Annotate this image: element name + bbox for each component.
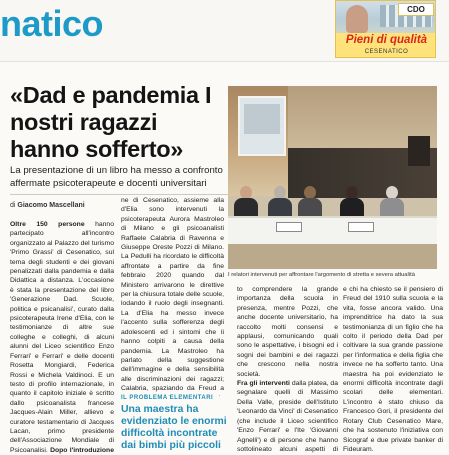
ad-logo: CDO [398,3,434,16]
body-text: to comprendere la grande importanza della scuola in presenza, mentre Pozzi, che anche docente universitario, ha raccolto molti consensi e applausi, comunicando quali sono le aspettative, i bisogni ed i sogni dei bambini e dei ragazzi che crescono nella nostra società. [237,286,338,378]
photo-name-card [348,222,374,232]
body-column-4 [343,285,443,455]
photo-table [228,216,437,244]
body-text: hanno partecipato all'incontro organizzato al Palazzo del turismo 'Primo Grassi' di Cesenatico, sul tema degli studenti e dei giovani penalizzati dalla pandemia e dalla Didattica a distanza. L'occasione è stata la presentazione del libro 'Generazione Dad. Scuole, politica e psicanalisi', curato dalla psicoterapeuta Irene d'Elia, con le testimonianze di altre sue colleghe e colleghi, di alcuni alunni del Liceo scientifico Enzo Ferrari' e Ferrari' e delle docenti Rosetta Mongiardi, Federica Rossi e Michela Valdinoci. E un testo di profilo internazionale, in quanto il capitolo iniziale è scritto dallo psicoanalista francese Jacques-Alain Miller, allievo e curatore testamentario di Jacques Lacan, primo presidente dell'Associazione Mondiale di Psicoanalisi. [10,221,114,454]
body-column-3 [237,285,338,455]
pull-quote: Una maestra ha evidenziato le enormi difficoltà incontrate dai bimbi più piccoli [121,404,227,451]
body-column-1 [10,220,114,455]
ad-subtitle: CESENATICO [364,49,409,55]
ad-photo [336,1,436,33]
body-text: ne di Cesenatico, assieme alla d'Elia sono intervenuti la psicoterapeuta Aurora Mastroleo di Milano e gli psicoanalisti Raffaele Calabria di Ravenna e Giuseppe Oreste Pozzi di Milano. La Pedulli ha ricordato le difficoltà affrontate a partire da fine febbraio 2020 quando dal Ministero arrivarono le direttive per la chiusura totale delle scuole, lodando il ruolo degli insegnanti. La d'Elia ha messo invece l'accento sulla sofferenza degli adolescenti ed i sintomi che li hanno colpiti a causa della pandemia. La Mastroleo ha parlato della suggestione dell'immagine e della sensibilità alle discriminazioni dei ragazzi; Calabria, spaziando da Freud a [121,197,224,393]
body-text: e chi ha chiesto se il pensiero di Freud del 1910 sulla scuola e la vita, fosse ancora valido. Una imprenditrice ha dato la sua testimonianza di un figlio che ha colto il periodo della Dad per coltivare la sua grande passione per l'informatica e della figlia che invece ne ha sofferto tanto. Una maestra ha poi evidenziato le enormi difficoltà incontrate dagli scolari delle elementari. L'incontro è stato chiuso da Francesco Gori, il presidente del Rotary Club Cesenatico Mare, che ha sostenuto l'iniziativa con Sicograf e due private banker di Fideuram. [343,286,443,453]
photo-floor [228,244,437,269]
byline-author: Giacomo Mascellani [17,202,85,209]
lead-in: Dopo l'introduzione [50,446,114,454]
body-text: dalla platea, da segnalare quelli di Massimo Della Valle, preside dell'Istituto 'Leonardo da Vinci' di Cesenatico (che include il Liceo scientifico 'Enzo Ferrari' e l'Ite 'Giovanni Agnelli') e di persone che hanno sottolineato alcuni aspetti di [237,380,338,453]
photo-speaker-box [408,136,430,166]
photo-projection-screen [238,96,286,156]
byline [10,202,85,209]
byline-prefix: di [10,202,16,209]
body-column-2 [121,196,224,396]
section-title: natico [0,3,104,44]
ad-title: Pieni di qualità [345,34,428,46]
section-label: IL PROBLEMA ELEMENTARI [121,395,214,401]
ad-person-figure [346,5,368,33]
article-photo [228,86,437,269]
lead-in: Oltre 150 persone [10,221,85,228]
photo-name-card [276,222,302,232]
article-subheadline: La presentazione di un libro ha messo a confronto affermate psicoterapeute e docenti universitari [10,165,223,189]
lead-in: Fra gli interventi [237,380,290,388]
article-headline: «Dad e pandemia I nostri ragazzi hanno sofferto» [10,82,212,162]
advertisement[interactable] [335,0,436,58]
photo-caption: I relatori intervenuti per affrontare l'argomento di stretta e severa attualità [228,272,415,278]
